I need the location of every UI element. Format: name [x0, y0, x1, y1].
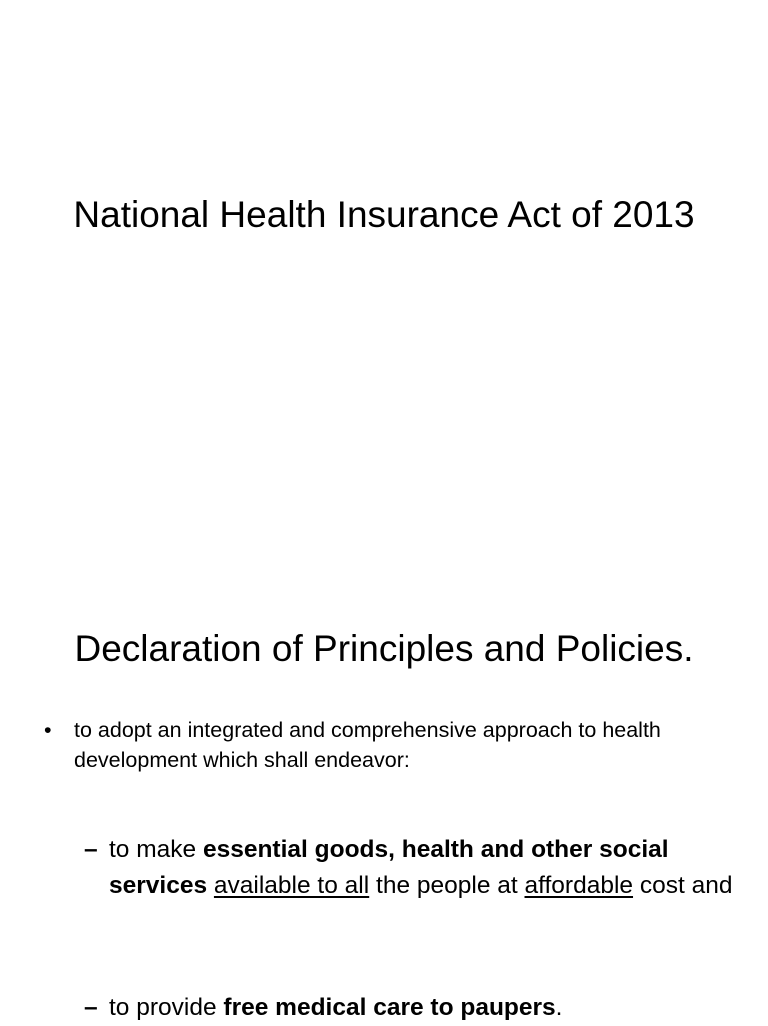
- text-run: cost and: [633, 872, 733, 899]
- bullet-marker: •: [44, 718, 52, 742]
- underlined-phrase: available to all: [213, 872, 370, 899]
- bold-phrase: essential goods, health and other social services: [109, 836, 669, 899]
- text-run: .: [555, 994, 563, 1021]
- dash-marker: –: [84, 836, 98, 863]
- bullet-text: to adopt an integrated and comprehensive approach to health development which shall endeavor:: [74, 718, 661, 772]
- dash-marker: –: [84, 994, 98, 1021]
- text-run: [207, 872, 214, 899]
- bold-phrase: free medical care to paupers: [223, 994, 556, 1021]
- slide-heading: Declaration of Principles and Policies.: [74, 628, 694, 669]
- sub-bullet-item: [84, 832, 734, 904]
- slide-title: National Health Insurance Act of 2013: [73, 194, 695, 235]
- text-run: to make: [109, 836, 203, 863]
- content-slide: [0, 576, 768, 1024]
- text-run: to provide: [109, 994, 224, 1021]
- bullet-item: [44, 715, 734, 775]
- sub-bullet-text: [109, 990, 734, 1026]
- underlined-phrase: affordable: [524, 872, 634, 899]
- text-run: the people at: [369, 872, 525, 899]
- sub-bullet-item: [84, 990, 734, 1026]
- sub-bullet-text: [109, 832, 734, 904]
